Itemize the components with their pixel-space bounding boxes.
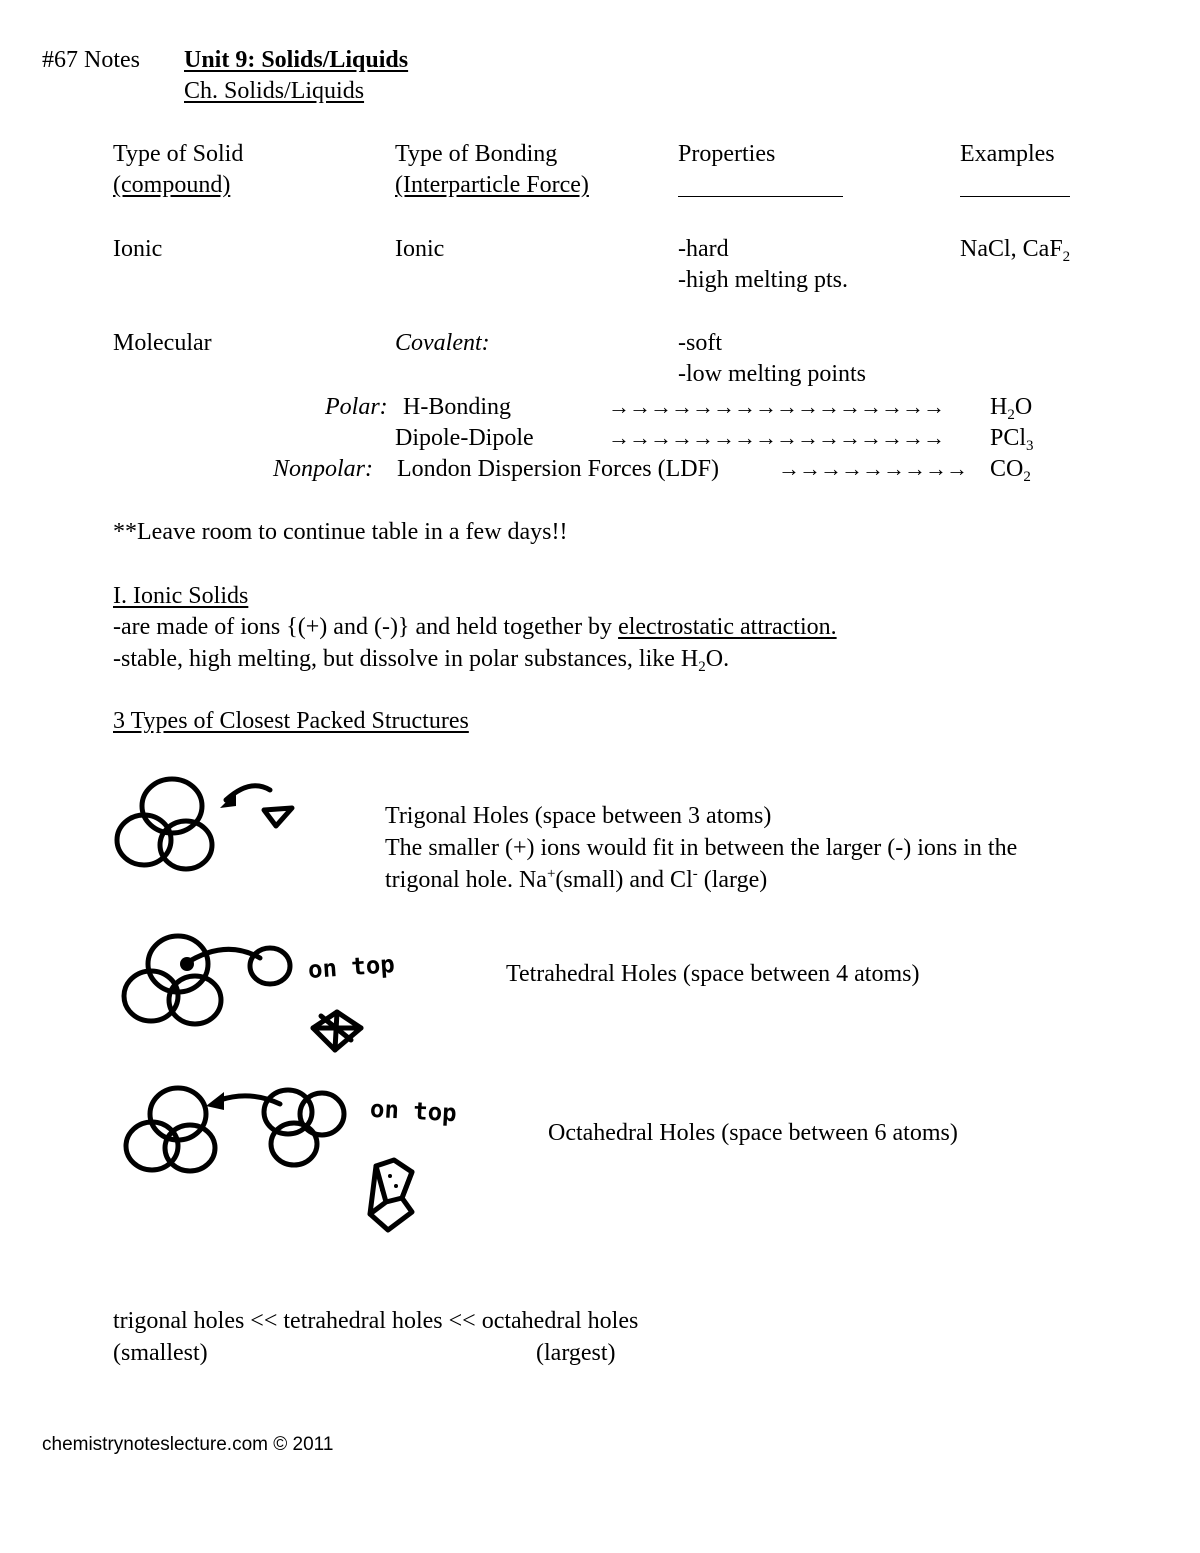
col-header-compound: (compound) — [113, 172, 231, 198]
footer-copyright: chemistrynoteslecture.com © 2011 — [42, 1434, 334, 1455]
properties-underline — [678, 196, 843, 197]
examples-underline — [960, 196, 1070, 197]
trigonal-hole-drawing — [108, 768, 308, 878]
col-header-properties: Properties — [678, 141, 776, 167]
trigonal-holes-ions: trigonal hole. Na+(small) and Cl- (large) — [385, 866, 768, 893]
h-bonding-arrows: →→→→→→→→→→→→→→→→ — [608, 394, 944, 419]
tetrahedral-holes-title: Tetrahedral Holes (space between 4 atoms) — [506, 961, 920, 987]
row-ionic-prop-melting: -high melting pts. — [678, 267, 848, 293]
nonpolar-label: Nonpolar: — [273, 456, 374, 482]
row-ionic-example: NaCl, CaF$_2$ — [960, 236, 1071, 265]
trigonal-holes-title: Trigonal Holes (space between 3 atoms) — [385, 803, 772, 829]
notes-label: #67 Notes — [42, 47, 140, 73]
chapter-title: Ch. Solids/Liquids — [184, 78, 365, 104]
largest-label: (largest) — [536, 1340, 616, 1366]
octahedral-holes-title: Octahedral Holes (space between 6 atoms) — [548, 1120, 958, 1146]
col-header-interparticle-force: (Interparticle Force) — [395, 172, 589, 198]
dipole-dipole-arrows: →→→→→→→→→→→→→→→→ — [608, 425, 944, 450]
row-ionic-bonding: Ionic — [395, 236, 445, 262]
hole-size-comparison: trigonal holes << tetrahedral holes << octahedral holes — [113, 1308, 639, 1334]
col-header-examples: Examples — [960, 141, 1055, 167]
dipole-dipole-example: PCl$_3$ — [990, 425, 1034, 454]
row-molecular-solid: Molecular — [113, 330, 212, 356]
row-ionic-solid: Ionic — [113, 236, 163, 262]
leave-room-note: **Leave room to continue table in a few days!! — [113, 519, 568, 545]
ionic-solids-line2: -stable, high melting, but dissolve in polar substances, like $H_2O$. — [113, 646, 730, 675]
ionic-solids-line1: -are made of ions {(+) and (-)} and held together by electrostatic attraction. — [113, 614, 837, 640]
row-molecular-bonding: Covalent: — [395, 330, 490, 356]
trigonal-holes-desc: The smaller (+) ions would fit in between the larger (-) ions in the — [385, 835, 1018, 861]
h-bonding-example: $H_2O$ — [990, 394, 1033, 423]
col-header-type-of-solid: Type of Solid — [113, 141, 244, 167]
octahedral-on-top-label: on top — [369, 1094, 458, 1128]
tetrahedral-hole-drawing — [115, 928, 375, 1058]
packing-heading: 3 Types of Closest Packed Structures — [113, 708, 469, 734]
tetrahedral-on-top-label: on top — [307, 950, 396, 984]
ldf-label: London Dispersion Forces (LDF) — [397, 456, 719, 482]
row-molecular-prop-melting: -low melting points — [678, 361, 866, 387]
h-bonding-label: H-Bonding — [403, 394, 511, 420]
row-ionic-prop-hard: -hard — [678, 236, 729, 262]
ldf-example: $CO_2$ — [990, 456, 1031, 485]
row-molecular-prop-soft: -soft — [678, 330, 722, 356]
dipole-dipole-label: Dipole-Dipole — [395, 425, 534, 451]
ionic-solids-heading: I. Ionic Solids — [113, 583, 249, 609]
unit-title: Unit 9: Solids/Liquids — [184, 47, 409, 73]
col-header-type-of-bonding: Type of Bonding — [395, 141, 558, 167]
ldf-arrows: →→→→→→→→→ — [778, 456, 967, 481]
smallest-label: (smallest) — [113, 1340, 208, 1366]
polar-label: Polar: — [325, 394, 388, 420]
